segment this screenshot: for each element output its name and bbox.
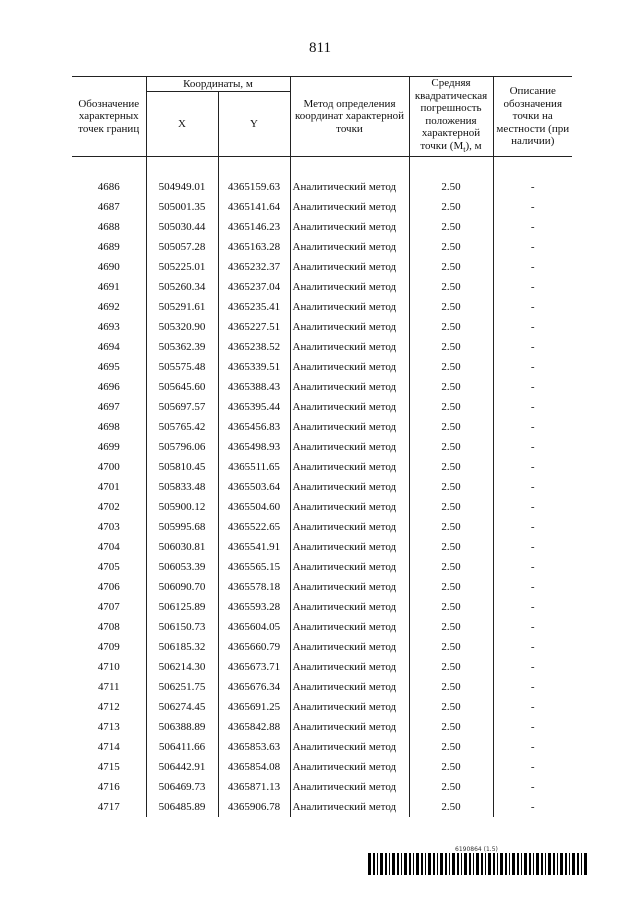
description: - <box>530 781 535 794</box>
error-value: 2.50 <box>409 437 493 457</box>
coord-y: 4365604.05 <box>218 617 290 637</box>
coord-x: 506251.75 <box>146 677 218 697</box>
method: Аналитический метод <box>290 697 409 717</box>
coord-y: 4365871.13 <box>218 777 290 797</box>
error-value: 2.50 <box>409 297 493 317</box>
table-row <box>72 657 572 677</box>
table-row <box>72 317 572 337</box>
coord-x: 506030.81 <box>146 537 218 557</box>
point-id: 4689 <box>97 241 120 254</box>
point-id: 4696 <box>97 381 120 394</box>
method: Аналитический метод <box>290 477 409 497</box>
method: Аналитический метод <box>290 617 409 637</box>
error-value: 2.50 <box>409 337 493 357</box>
point-id: 4700 <box>97 461 120 474</box>
error-value: 2.50 <box>409 657 493 677</box>
coord-x: 506053.39 <box>146 557 218 577</box>
error-value: 2.50 <box>409 757 493 777</box>
description: - <box>530 321 535 334</box>
point-id: 4698 <box>97 421 120 434</box>
description: - <box>530 801 535 814</box>
coord-y: 4365498.93 <box>218 437 290 457</box>
coord-y: 4365593.28 <box>218 597 290 617</box>
description: - <box>530 301 535 314</box>
point-id: 4709 <box>97 641 120 654</box>
description: - <box>530 601 535 614</box>
point-id: 4704 <box>97 541 120 554</box>
coord-y: 4365456.83 <box>218 417 290 437</box>
description: - <box>530 481 535 494</box>
header-description: Описание обозначения точки на местности (при наличии) <box>493 77 572 157</box>
coord-x: 505362.39 <box>146 337 218 357</box>
header-method: Метод определения координат характерной точки <box>290 77 409 157</box>
table-row <box>72 477 572 497</box>
method: Аналитический метод <box>290 237 409 257</box>
point-id: 4694 <box>97 341 120 354</box>
coord-x: 506442.91 <box>146 757 218 777</box>
point-id: 4701 <box>97 481 120 494</box>
method: Аналитический метод <box>290 597 409 617</box>
coordinates-table <box>72 76 572 817</box>
coord-y: 4365237.04 <box>218 277 290 297</box>
description: - <box>530 541 535 554</box>
coord-x: 506125.89 <box>146 597 218 617</box>
header-designation: Обозначение характерных точек границ <box>72 77 146 157</box>
method: Аналитический метод <box>290 717 409 737</box>
coord-y: 4365232.37 <box>218 257 290 277</box>
coord-y: 4365504.60 <box>218 497 290 517</box>
coord-y: 4365673.71 <box>218 657 290 677</box>
method: Аналитический метод <box>290 277 409 297</box>
point-id: 4708 <box>97 621 120 634</box>
table-row <box>72 497 572 517</box>
error-value: 2.50 <box>409 377 493 397</box>
description: - <box>530 261 535 274</box>
coord-y: 4365578.18 <box>218 577 290 597</box>
error-value: 2.50 <box>409 697 493 717</box>
table-row <box>72 757 572 777</box>
point-id: 4703 <box>97 521 120 534</box>
description: - <box>530 241 535 254</box>
coord-y: 4365511.65 <box>218 457 290 477</box>
point-id: 4715 <box>97 761 120 774</box>
table-row <box>72 237 572 257</box>
table-row <box>72 617 572 637</box>
description: - <box>530 281 535 294</box>
coord-y: 4365235.41 <box>218 297 290 317</box>
description: - <box>530 641 535 654</box>
error-value: 2.50 <box>409 317 493 337</box>
point-id: 4711 <box>97 681 120 694</box>
description: - <box>530 701 535 714</box>
method: Аналитический метод <box>290 197 409 217</box>
error-value: 2.50 <box>409 237 493 257</box>
error-value: 2.50 <box>409 397 493 417</box>
table-row <box>72 517 572 537</box>
table-row <box>72 197 572 217</box>
point-id: 4713 <box>97 721 120 734</box>
coord-x: 506090.70 <box>146 577 218 597</box>
coord-x: 506274.45 <box>146 697 218 717</box>
coord-x: 506185.32 <box>146 637 218 657</box>
coord-x: 505030.44 <box>146 217 218 237</box>
table-row <box>72 377 572 397</box>
table-row <box>72 637 572 657</box>
coord-y: 4365676.34 <box>218 677 290 697</box>
coord-x: 505833.48 <box>146 477 218 497</box>
point-id: 4702 <box>97 501 120 514</box>
description: - <box>530 741 535 754</box>
method: Аналитический метод <box>290 577 409 597</box>
coord-y: 4365238.52 <box>218 337 290 357</box>
coord-x: 505291.61 <box>146 297 218 317</box>
error-value: 2.50 <box>409 357 493 377</box>
error-value: 2.50 <box>409 637 493 657</box>
table-row <box>72 397 572 417</box>
method: Аналитический метод <box>290 517 409 537</box>
table-row <box>72 217 572 237</box>
coord-y: 4365146.23 <box>218 217 290 237</box>
point-id: 4716 <box>97 781 120 794</box>
method: Аналитический метод <box>290 297 409 317</box>
header-error-text: Средняя квадратическая погрешность положения характерной точки $(M_t)$, м <box>414 77 488 154</box>
table-row <box>72 257 572 277</box>
coord-y: 4365853.63 <box>218 737 290 757</box>
coord-y: 4365522.65 <box>218 517 290 537</box>
coord-x: 505796.06 <box>146 437 218 457</box>
description: - <box>530 581 535 594</box>
header-x: X <box>146 92 218 157</box>
table-row <box>72 417 572 437</box>
point-id: 4710 <box>97 661 120 674</box>
coord-y: 4365163.28 <box>218 237 290 257</box>
point-id: 4712 <box>97 701 120 714</box>
method: Аналитический метод <box>290 377 409 397</box>
description: - <box>530 401 535 414</box>
description: - <box>530 361 535 374</box>
description: - <box>530 181 535 194</box>
error-value: 2.50 <box>409 797 493 817</box>
description: - <box>530 661 535 674</box>
description: - <box>530 421 535 434</box>
header-coordinates: Координаты, м <box>146 77 290 92</box>
method: Аналитический метод <box>290 777 409 797</box>
table-row <box>72 337 572 357</box>
coord-y: 4365691.25 <box>218 697 290 717</box>
table-row <box>72 697 572 717</box>
table-row <box>72 597 572 617</box>
table-row <box>72 357 572 377</box>
point-id: 4714 <box>97 741 120 754</box>
header-y: Y <box>218 92 290 157</box>
page-number: 811 <box>309 40 331 56</box>
coord-x: 505697.57 <box>146 397 218 417</box>
point-id: 4706 <box>97 581 120 594</box>
table-row <box>72 177 572 197</box>
coord-x: 505575.48 <box>146 357 218 377</box>
error-value: 2.50 <box>409 777 493 797</box>
method: Аналитический метод <box>290 657 409 677</box>
method: Аналитический метод <box>290 257 409 277</box>
coord-y: 4365565.15 <box>218 557 290 577</box>
table-row <box>72 437 572 457</box>
table-row <box>72 797 572 817</box>
description: - <box>530 461 535 474</box>
coord-x: 505057.28 <box>146 237 218 257</box>
description: - <box>530 521 535 534</box>
coord-y: 4365541.91 <box>218 537 290 557</box>
description: - <box>530 561 535 574</box>
coord-y: 4365339.51 <box>218 357 290 377</box>
method: Аналитический метод <box>290 757 409 777</box>
point-id: 4717 <box>97 801 120 814</box>
coord-y: 4365660.79 <box>218 637 290 657</box>
table-body <box>72 157 572 818</box>
point-id: 4699 <box>97 441 120 454</box>
coord-x: 504949.01 <box>146 177 218 197</box>
error-value: 2.50 <box>409 717 493 737</box>
error-value: 2.50 <box>409 177 493 197</box>
table-row <box>72 557 572 577</box>
error-value: 2.50 <box>409 597 493 617</box>
method: Аналитический метод <box>290 317 409 337</box>
method: Аналитический метод <box>290 337 409 357</box>
coord-x: 505001.35 <box>146 197 218 217</box>
coord-x: 505810.45 <box>146 457 218 477</box>
coord-x: 505900.12 <box>146 497 218 517</box>
error-value: 2.50 <box>409 257 493 277</box>
method: Аналитический метод <box>290 397 409 417</box>
description: - <box>530 721 535 734</box>
barcode-label: 6190864 (1.5) <box>455 846 498 853</box>
description: - <box>530 621 535 634</box>
error-value: 2.50 <box>409 557 493 577</box>
table-row <box>72 777 572 797</box>
table-spacer <box>72 157 572 178</box>
point-id: 4686 <box>97 181 120 194</box>
method: Аналитический метод <box>290 357 409 377</box>
method: Аналитический метод <box>290 457 409 477</box>
point-id: 4688 <box>97 221 120 234</box>
point-id: 4690 <box>97 261 120 274</box>
coord-y: 4365854.08 <box>218 757 290 777</box>
error-value: 2.50 <box>409 737 493 757</box>
table-header <box>72 77 572 157</box>
coord-x: 506150.73 <box>146 617 218 637</box>
description: - <box>530 501 535 514</box>
table-row <box>72 297 572 317</box>
description: - <box>530 441 535 454</box>
coord-x: 506388.89 <box>146 717 218 737</box>
header-error <box>409 77 493 157</box>
method: Аналитический метод <box>290 177 409 197</box>
table-row <box>72 677 572 697</box>
coord-x: 505995.68 <box>146 517 218 537</box>
point-id: 4692 <box>97 301 120 314</box>
error-value: 2.50 <box>409 457 493 477</box>
coord-x: 505645.60 <box>146 377 218 397</box>
point-id: 4691 <box>97 281 120 294</box>
description: - <box>530 761 535 774</box>
description: - <box>530 681 535 694</box>
coord-y: 4365906.78 <box>218 797 290 817</box>
error-value: 2.50 <box>409 517 493 537</box>
coord-y: 4365842.88 <box>218 717 290 737</box>
coord-x: 505225.01 <box>146 257 218 277</box>
coord-x: 506485.89 <box>146 797 218 817</box>
coord-x: 506411.66 <box>146 737 218 757</box>
coord-x: 506469.73 <box>146 777 218 797</box>
coord-x: 505765.42 <box>146 417 218 437</box>
error-value: 2.50 <box>409 417 493 437</box>
error-value: 2.50 <box>409 577 493 597</box>
coord-y: 4365503.64 <box>218 477 290 497</box>
coord-x: 505320.90 <box>146 317 218 337</box>
table-row <box>72 537 572 557</box>
description: - <box>530 381 535 394</box>
error-value: 2.50 <box>409 477 493 497</box>
point-id: 4707 <box>97 601 120 614</box>
error-value: 2.50 <box>409 217 493 237</box>
error-value: 2.50 <box>409 677 493 697</box>
point-id: 4697 <box>97 401 120 414</box>
point-id: 4705 <box>97 561 120 574</box>
table-row <box>72 457 572 477</box>
description: - <box>530 201 535 214</box>
error-value: 2.50 <box>409 197 493 217</box>
method: Аналитический метод <box>290 417 409 437</box>
description: - <box>530 221 535 234</box>
coord-x: 505260.34 <box>146 277 218 297</box>
method: Аналитический метод <box>290 437 409 457</box>
error-value: 2.50 <box>409 537 493 557</box>
coord-y: 4365395.44 <box>218 397 290 417</box>
error-value: 2.50 <box>409 277 493 297</box>
method: Аналитический метод <box>290 797 409 817</box>
point-id: 4693 <box>97 321 120 334</box>
coord-y: 4365227.51 <box>218 317 290 337</box>
coord-x: 506214.30 <box>146 657 218 677</box>
method: Аналитический метод <box>290 737 409 757</box>
method: Аналитический метод <box>290 497 409 517</box>
table-row <box>72 737 572 757</box>
description: - <box>530 341 535 354</box>
point-id: 4695 <box>97 361 120 374</box>
point-id: 4687 <box>97 201 120 214</box>
table-row <box>72 717 572 737</box>
method: Аналитический метод <box>290 557 409 577</box>
coord-y: 4365388.43 <box>218 377 290 397</box>
barcode <box>368 853 588 875</box>
method: Аналитический метод <box>290 217 409 237</box>
coord-y: 4365159.63 <box>218 177 290 197</box>
method: Аналитический метод <box>290 677 409 697</box>
error-value: 2.50 <box>409 497 493 517</box>
coord-y: 4365141.64 <box>218 197 290 217</box>
error-value: 2.50 <box>409 617 493 637</box>
method: Аналитический метод <box>290 537 409 557</box>
table-row <box>72 577 572 597</box>
table-row <box>72 277 572 297</box>
method: Аналитический метод <box>290 637 409 657</box>
